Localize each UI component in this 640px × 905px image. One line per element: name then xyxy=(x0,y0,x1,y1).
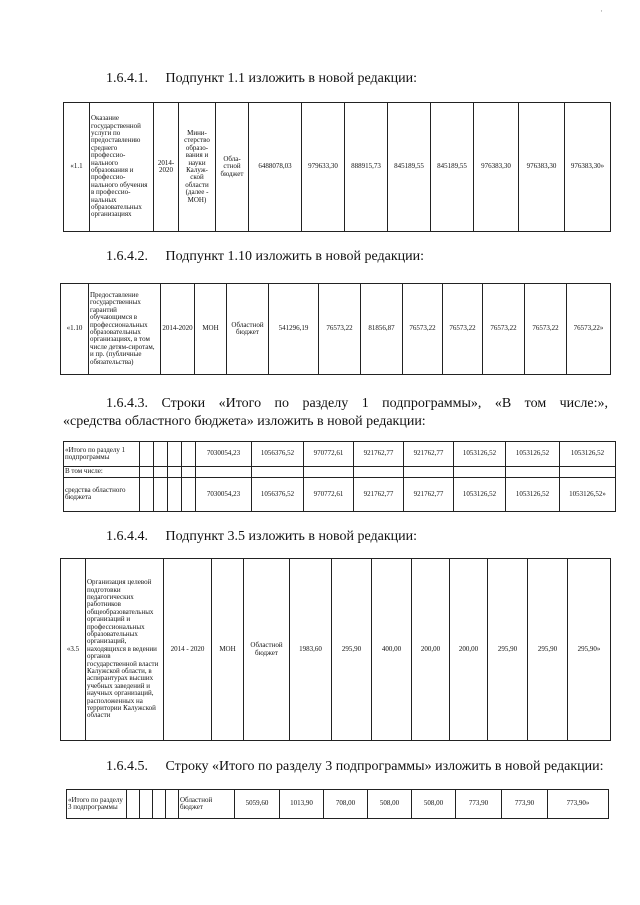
executor-cell: Мини-стерство образо-вания и науки Калуж-ской области (далее - МОН) xyxy=(179,103,216,232)
empty-cell xyxy=(560,467,616,477)
value-cell: 7030054,23 xyxy=(196,477,252,512)
value-cell: 1053126,52 xyxy=(560,442,616,467)
value-cell: 921762,77 xyxy=(354,477,404,512)
measure-name: Организация целевой подготовки педагогических работников общеобразовательных организаций и профессиональных образовательных организаций, находящихся в ведении органов государственной власти Калужской области, в аспирантурах высших учебных заведений и научных организаций, расположенных на территории Калужской области xyxy=(86,559,164,741)
value-cell: 295,90 xyxy=(488,559,528,741)
section-heading-4 xyxy=(106,528,417,546)
value-cell: 970772,61 xyxy=(304,442,354,467)
value-cell: 76573,22» xyxy=(567,284,611,375)
empty-cell xyxy=(182,442,196,467)
section-heading-2 xyxy=(106,248,424,266)
row-number: «1.1 xyxy=(64,103,90,232)
executor-cell: МОН xyxy=(195,284,227,375)
value-cell: 1056376,52 xyxy=(252,442,304,467)
table-row xyxy=(64,477,616,512)
value-cell: 5059,60 xyxy=(235,790,280,819)
measure-name: Оказание государственной услуги по предоставлению среднего профессио-нального образования и профессио-нального обучения в профессио-нальных образовательных организациях xyxy=(90,103,154,232)
measure-name: Предоставление государственных гарантий обучающимся в профессиональных образовательных организациях, в том числе детям-сиротам, и пр. (публичные обязательства) xyxy=(89,284,161,375)
value-cell: 773,90 xyxy=(502,790,548,819)
value-cell: 76573,22 xyxy=(483,284,525,375)
empty-cell xyxy=(182,477,196,512)
empty-cell xyxy=(506,467,560,477)
value-cell: 976383,30» xyxy=(565,103,611,232)
empty-cell xyxy=(140,790,153,819)
value-cell: 1053126,52 xyxy=(506,477,560,512)
empty-cell xyxy=(153,790,166,819)
empty-cell xyxy=(168,467,182,477)
word: 1 xyxy=(361,396,369,411)
table-subpoint-1-10 xyxy=(60,283,611,375)
period-cell: 2014 - 2020 xyxy=(164,559,212,741)
table-subpoint-3-5 xyxy=(60,558,611,741)
value-cell: 1053126,52 xyxy=(454,477,506,512)
value-cell: 200,00 xyxy=(450,559,488,741)
value-cell: 921762,77 xyxy=(404,477,454,512)
value-cell: 400,00 xyxy=(372,559,412,741)
word: по xyxy=(274,396,289,411)
empty-cell xyxy=(252,467,304,477)
row-label: В том числе: xyxy=(64,467,140,477)
word: «Итого xyxy=(218,396,262,411)
value-cell: 1056376,52 xyxy=(252,477,304,512)
empty-cell xyxy=(354,467,404,477)
period-cell: 2014-2020 xyxy=(161,284,195,375)
executor-cell: МОН xyxy=(212,559,244,741)
table-totals-section-1 xyxy=(63,441,616,512)
value-cell: 76573,22 xyxy=(319,284,361,375)
value-cell: 541296,19 xyxy=(269,284,319,375)
value-cell: 1983,60 xyxy=(290,559,332,741)
word: разделу xyxy=(302,396,349,411)
row-label: средства областного бюджета xyxy=(64,477,140,512)
value-cell: 1053126,52» xyxy=(560,477,616,512)
empty-cell xyxy=(140,467,154,477)
section-heading-5 xyxy=(106,758,604,776)
empty-cell xyxy=(166,790,179,819)
value-cell: 1013,90 xyxy=(280,790,324,819)
row-label: «Итого по разделу 1 подпрограммы xyxy=(64,442,140,467)
section-number: 1.6.4.1. xyxy=(106,71,148,86)
source-cell: Областной бюджет xyxy=(179,790,235,819)
empty-cell xyxy=(404,467,454,477)
value-cell: 976383,30 xyxy=(519,103,565,232)
value-cell: 76573,22 xyxy=(403,284,443,375)
value-cell: 1053126,52 xyxy=(506,442,560,467)
section-heading-3 xyxy=(63,395,608,431)
table-row xyxy=(64,442,616,467)
section-number: 1.6.4.4. xyxy=(106,529,148,544)
section-text: Подпункт 1.1 изложить в новой редакции: xyxy=(165,71,418,86)
section-text-line2: «средства областного бюджета» изложить в новой редакции: xyxy=(63,414,426,429)
section-number: 1.6.4.3. xyxy=(106,396,148,411)
value-cell: 508,00 xyxy=(412,790,456,819)
value-cell: 708,00 xyxy=(324,790,368,819)
source-cell: Областной бюджет xyxy=(227,284,269,375)
empty-cell xyxy=(154,442,168,467)
row-label: «Итого по разделу 3 подпрограммы xyxy=(67,790,127,819)
empty-cell xyxy=(154,477,168,512)
table-row xyxy=(61,559,611,741)
value-cell: 888915,73 xyxy=(345,103,388,232)
word: числе:», xyxy=(559,396,608,411)
value-cell: 76573,22 xyxy=(525,284,567,375)
word: том xyxy=(524,396,547,411)
source-cell: Областной бюджет xyxy=(244,559,290,741)
section-text: Подпункт 3.5 изложить в новой редакции: xyxy=(165,529,418,544)
value-cell: 508,00 xyxy=(368,790,412,819)
table-subpoint-1-1 xyxy=(63,102,611,232)
value-cell: 295,90 xyxy=(528,559,568,741)
value-cell: 1053126,52 xyxy=(454,442,506,467)
value-cell: 845189,55 xyxy=(431,103,474,232)
table-row xyxy=(64,103,611,232)
source-cell: Обла-стной бюджет xyxy=(216,103,249,232)
empty-cell xyxy=(304,467,354,477)
empty-cell xyxy=(140,442,154,467)
word: подпрограммы», xyxy=(382,396,482,411)
value-cell: 81856,87 xyxy=(361,284,403,375)
word: «В xyxy=(494,396,512,411)
row-number: «3.5 xyxy=(61,559,86,741)
row-number: «1.10 xyxy=(61,284,89,375)
table-row xyxy=(61,284,611,375)
section-text: Подпункт 1.10 изложить в новой редакции: xyxy=(165,249,425,264)
table-row xyxy=(64,467,616,477)
value-cell: 976383,30 xyxy=(474,103,519,232)
value-cell: 921762,77 xyxy=(354,442,404,467)
table-row xyxy=(67,790,609,819)
empty-cell xyxy=(168,442,182,467)
value-cell: 295,90 xyxy=(332,559,372,741)
value-cell: 773,90 xyxy=(456,790,502,819)
value-cell: 921762,77 xyxy=(404,442,454,467)
section-number: 1.6.4.2. xyxy=(106,249,148,264)
empty-cell xyxy=(196,467,252,477)
table-totals-section-3 xyxy=(66,789,609,819)
period-cell: 2014-2020 xyxy=(154,103,179,232)
empty-cell xyxy=(140,477,154,512)
empty-cell xyxy=(168,477,182,512)
value-cell: 970772,61 xyxy=(304,477,354,512)
value-cell: 200,00 xyxy=(412,559,450,741)
empty-cell xyxy=(182,467,196,477)
empty-cell xyxy=(127,790,140,819)
value-cell: 295,90» xyxy=(568,559,611,741)
word: Строки xyxy=(161,396,206,411)
empty-cell xyxy=(154,467,168,477)
value-cell: 773,90» xyxy=(548,790,609,819)
value-cell: 6488078,03 xyxy=(249,103,302,232)
value-cell: 76573,22 xyxy=(443,284,483,375)
section-number: 1.6.4.5. xyxy=(106,759,148,774)
section-heading-1 xyxy=(106,70,417,88)
value-cell: 7030054,23 xyxy=(196,442,252,467)
value-cell: 979633,30 xyxy=(302,103,345,232)
scan-mark: · xyxy=(600,6,603,16)
value-cell: 845189,55 xyxy=(388,103,431,232)
empty-cell xyxy=(454,467,506,477)
section-text: Строку «Итого по разделу 3 подпрограммы» изложить в новой редакции: xyxy=(165,759,604,774)
